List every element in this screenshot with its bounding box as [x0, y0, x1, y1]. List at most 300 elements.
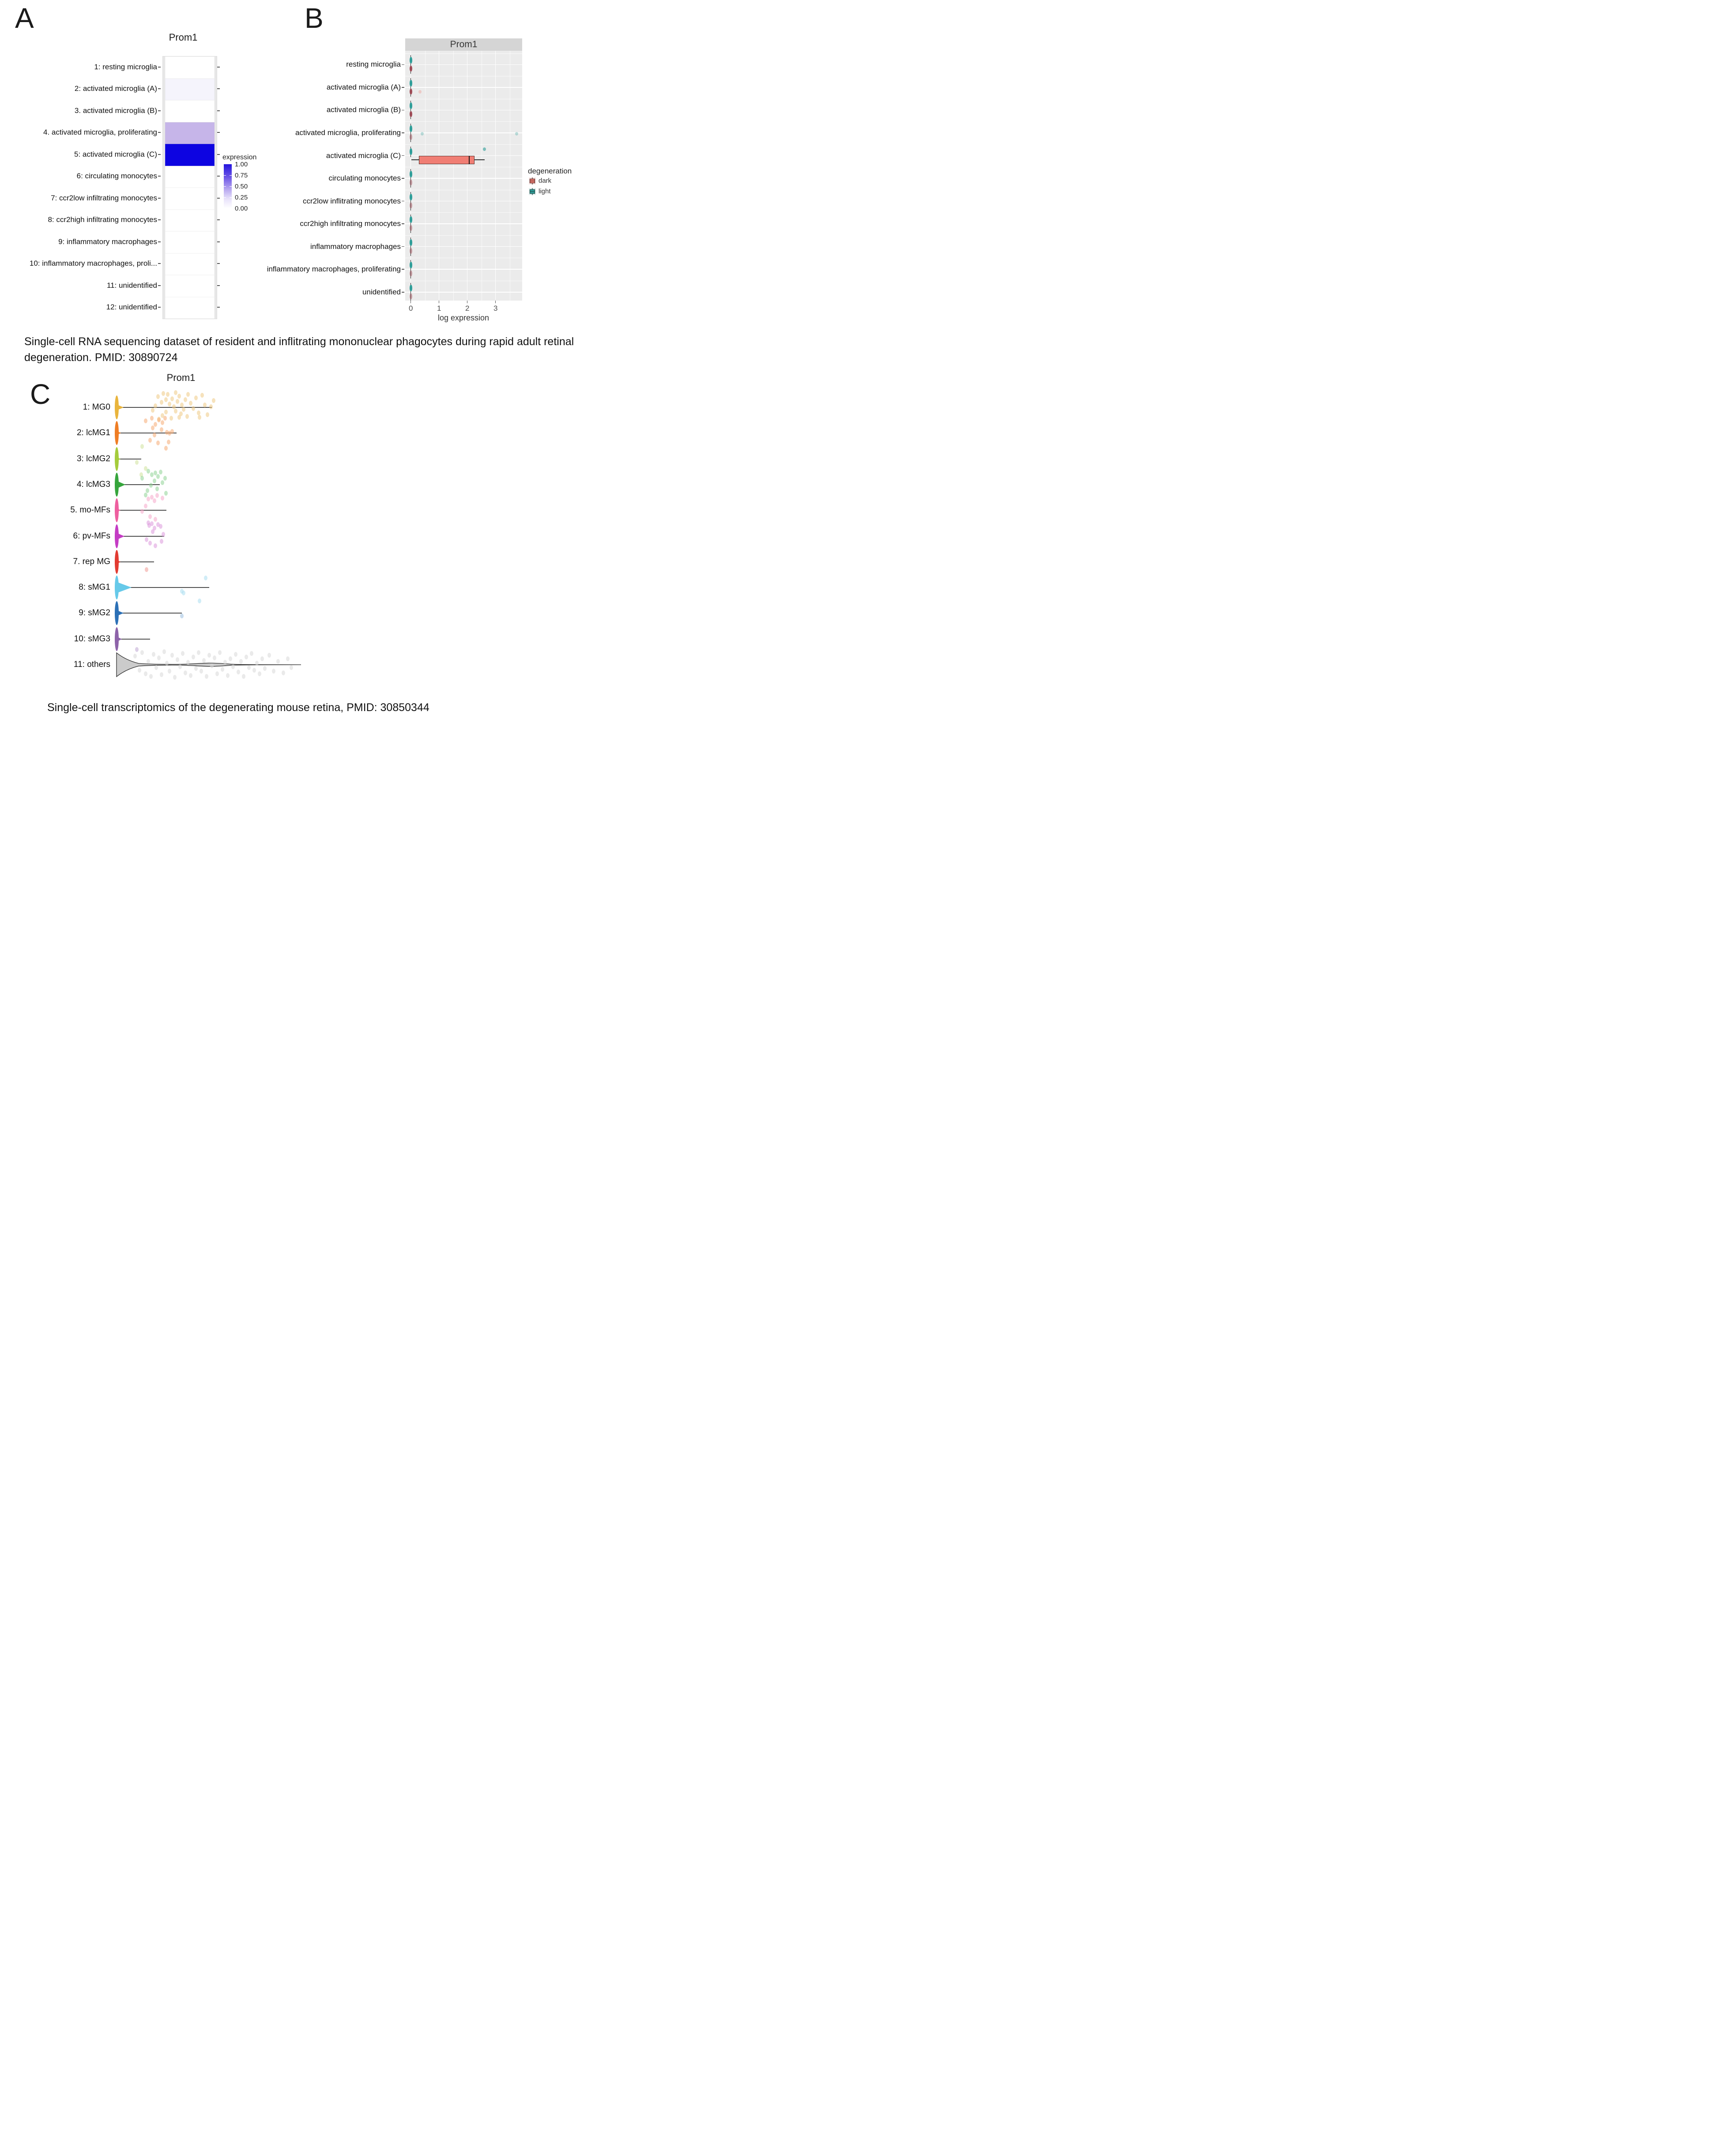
- violin-jitter-dot: [148, 438, 152, 443]
- h-minor-gridline: [405, 144, 522, 145]
- violin-row: [0, 523, 579, 549]
- violin-jitter-dot: [156, 394, 160, 399]
- heatmap-cell: [165, 144, 215, 166]
- violin-row: [0, 420, 579, 446]
- gradient-tick-mark: [230, 197, 232, 198]
- violin-row: [0, 472, 579, 497]
- dark-group-mini-box: [410, 294, 412, 299]
- violin-jitter-dot: [226, 673, 230, 678]
- violin-jitter-dot: [174, 409, 177, 414]
- axis-tick-left: [158, 132, 161, 133]
- axis-tick-right: [217, 176, 220, 177]
- violin-density-tip: [117, 560, 121, 564]
- violin-jitter-dot: [212, 398, 215, 403]
- heatmap-cell: [165, 275, 215, 297]
- x-axis-tick: [467, 301, 468, 303]
- panel-c-title: Prom1: [166, 372, 196, 383]
- gradient-tick-mark: [224, 175, 226, 176]
- heatmap-cell: [165, 79, 215, 101]
- violin-jitter-dot: [148, 541, 152, 546]
- violin-jitter-dot: [155, 486, 159, 491]
- violin-row-label: 2: lcMG1: [76, 428, 110, 438]
- gradient-tick-mark: [230, 175, 232, 176]
- axis-tick-right: [217, 198, 220, 199]
- violin-jitter-dot: [150, 521, 154, 526]
- violin-jitter-dot: [163, 416, 167, 421]
- box-iqr: [419, 156, 475, 164]
- violin-jitter-dot: [135, 647, 139, 652]
- dark-group-mini-box: [410, 180, 412, 185]
- x-axis-tick-label: 0: [408, 304, 413, 313]
- heatmap-right-margin-strip: [215, 56, 217, 319]
- violin-jitter-dot: [153, 498, 156, 503]
- violin-jitter-dot: [252, 668, 256, 673]
- violin-jitter-dot: [189, 401, 192, 406]
- violin-jitter-dot: [166, 392, 169, 397]
- light-group-mini-box: [410, 102, 413, 109]
- violin-jitter-dot: [159, 524, 162, 529]
- heatmap-row-label: 3. activated microglia (B): [74, 106, 157, 115]
- violin-jitter-dot: [145, 567, 148, 572]
- boxplot-row-label: circulating monocytes: [328, 174, 401, 183]
- boxplot-row-label: resting microglia: [346, 60, 401, 69]
- violin-jitter-dot: [282, 670, 285, 675]
- heatmap-row-label: 12: unidentified: [106, 303, 157, 312]
- violin-jitter-dot: [223, 660, 227, 665]
- violin-jitter-dot: [165, 661, 169, 666]
- axis-tick-left: [158, 176, 161, 177]
- panel-a-letter: A: [15, 2, 34, 34]
- v-minor-gridline: [453, 51, 454, 301]
- dark-group-mini-box: [410, 203, 412, 208]
- violin-jitter-dot: [133, 654, 137, 659]
- violin-row-label: 11: others: [73, 660, 110, 669]
- violin-jitter-dot: [176, 657, 179, 662]
- violin-jitter-dot: [198, 415, 201, 420]
- axis-tick: [402, 132, 404, 133]
- violin-jitter-dot: [144, 504, 147, 508]
- dark-group-mini-box: [410, 134, 412, 140]
- axis-tick-left: [158, 307, 161, 308]
- violin-jitter-dot: [206, 412, 209, 417]
- violin-jitter-dot: [135, 460, 139, 465]
- x-axis-tick-label: 1: [437, 304, 441, 313]
- violin-jitter-dot: [242, 674, 245, 679]
- violin-jitter-dot: [209, 404, 213, 409]
- violin-jitter-dot: [231, 664, 235, 669]
- panel-b-letter: B: [305, 2, 324, 34]
- violin-jitter-dot: [147, 659, 150, 664]
- x-axis-tick: [439, 301, 440, 303]
- violin-jitter-dot: [202, 658, 206, 663]
- violin-row-label: 6: pv-MFs: [73, 531, 110, 541]
- violin-jitter-dot: [154, 665, 158, 670]
- axis-tick-left: [158, 241, 161, 242]
- degeneration-legend-title: degeneration: [528, 167, 572, 175]
- boxplot-row-label: ccr2low inflitrating monocytes: [302, 196, 401, 205]
- violin-jitter-dot: [154, 517, 157, 522]
- violin-jitter-dot: [151, 408, 154, 413]
- violin-jitter-dot: [205, 674, 208, 679]
- violin-row-label: 4: lcMG3: [76, 479, 110, 489]
- boxplot-row-label: inflammatory macrophages: [310, 242, 401, 251]
- violin-jitter-dot: [286, 656, 290, 661]
- violin-jitter-dot: [213, 655, 216, 660]
- violin-jitter-dot: [186, 660, 190, 665]
- gradient-tick-mark: [224, 186, 226, 187]
- violin-jitter-dot: [159, 470, 162, 474]
- heatmap-row-label: 7: ccr2low infiltrating monocytes: [51, 193, 157, 202]
- x-axis-tick: [410, 301, 411, 303]
- light-group-mini-box: [410, 285, 413, 291]
- violin-row-label: 10: sMG3: [74, 634, 110, 644]
- violin-jitter-dot: [162, 391, 165, 396]
- light-group-mini-box: [410, 216, 413, 223]
- violin-jitter-dot: [260, 656, 264, 661]
- violin-jitter-dot: [156, 441, 160, 445]
- violin-jitter-dot: [181, 651, 185, 656]
- violin-jitter-dot: [162, 532, 165, 537]
- figure-canvas: [0, 0, 579, 717]
- v-minor-gridline: [425, 51, 426, 301]
- violin-jitter-dot: [161, 420, 164, 425]
- violin-jitter-dot: [164, 491, 168, 496]
- panel-b-plot-area: [405, 51, 522, 301]
- axis-tick: [402, 178, 404, 179]
- violin-jitter-dot: [170, 653, 174, 658]
- heatmap-cell: [165, 231, 215, 253]
- light-group-mini-box: [410, 125, 413, 132]
- expression-legend-tick-label: 0.75: [235, 172, 248, 179]
- violin-jitter-dot: [245, 655, 248, 659]
- heatmap-cell: [165, 297, 215, 319]
- violin-jitter-dot: [184, 670, 187, 675]
- boxplot-key-icon: [529, 177, 536, 185]
- violin-jitter-dot: [160, 427, 163, 432]
- violin-row: [0, 549, 579, 575]
- violin-jitter-dot: [221, 667, 224, 672]
- violin-jitter-dot: [147, 497, 150, 501]
- violin-jitter-dot: [180, 614, 184, 618]
- dark-group-mini-box: [410, 271, 412, 276]
- expression-legend-tick-label: 0.50: [235, 183, 248, 190]
- violin-jitter-dot: [154, 403, 157, 408]
- violin-jitter-dot: [151, 425, 154, 430]
- violin-jitter-dot: [247, 665, 251, 670]
- axis-tick-left: [158, 154, 161, 155]
- violin-row: [0, 497, 579, 523]
- h-major-gridline: [405, 246, 522, 247]
- violin-row-label: 5. mo-MFs: [70, 505, 110, 515]
- violin-jitter-dot: [149, 674, 153, 679]
- violin-jitter-dot: [290, 665, 293, 670]
- violin-jitter-dot: [174, 390, 177, 395]
- heatmap-row-label: 1: resting microglia: [94, 62, 157, 71]
- h-major-gridline: [405, 292, 522, 293]
- violin-jitter-dot: [176, 399, 179, 404]
- violin-whisker: [117, 613, 182, 614]
- violin-row: [0, 626, 579, 652]
- violin-jitter-dot: [250, 651, 253, 656]
- heatmap-row-label: 11: unidentified: [106, 281, 157, 290]
- axis-tick-right: [217, 110, 220, 111]
- violin-jitter-dot: [157, 655, 161, 660]
- x-axis-tick-label: 2: [465, 304, 470, 313]
- axis-tick: [402, 223, 404, 224]
- axis-tick: [402, 246, 404, 247]
- violin-jitter-dot: [144, 671, 147, 676]
- light-group-mini-box: [410, 80, 413, 87]
- violin-row-label: 1: MG0: [83, 403, 110, 412]
- axis-tick-right: [217, 154, 220, 155]
- violin-jitter-dot: [160, 672, 163, 677]
- dark-group-mini-box: [410, 89, 412, 94]
- h-major-gridline: [405, 223, 522, 224]
- expression-legend-tick-label: 0.00: [235, 205, 248, 212]
- x-axis-tick-label: 3: [493, 304, 498, 313]
- violin-jitter-dot: [168, 402, 171, 407]
- axis-tick-right: [217, 88, 220, 89]
- heatmap-cell: [165, 253, 215, 275]
- violin-jitter-dot: [170, 396, 174, 401]
- h-major-gridline: [405, 87, 522, 88]
- light-group-mini-box: [410, 148, 413, 155]
- violin-jitter-dot: [194, 666, 198, 671]
- dark-group-mini-box: [410, 248, 412, 254]
- h-minor-gridline: [405, 212, 522, 213]
- violin-jitter-dot: [263, 666, 267, 671]
- violin-jitter-dot: [229, 656, 232, 661]
- heatmap-row-label: 2: activated microglia (A): [74, 84, 157, 93]
- heatmap-row-label: 8: ccr2high infiltrating monocytes: [48, 215, 157, 224]
- heatmap-row-label: 4. activated microglia, proliferating: [43, 128, 157, 137]
- gradient-tick-mark: [230, 186, 232, 187]
- h-major-gridline: [405, 201, 522, 202]
- violin-jitter-dot: [177, 394, 181, 399]
- panel-a-heatmap: [162, 56, 217, 319]
- axis-tick-left: [158, 88, 161, 89]
- violin-jitter-dot: [200, 393, 204, 398]
- box-whisker-high: [474, 159, 484, 160]
- violin-jitter-dot: [200, 669, 203, 674]
- violin-jitter-dot: [156, 474, 160, 479]
- violin-jitter-dot: [276, 659, 280, 664]
- violin-jitter-dot: [164, 410, 168, 414]
- h-major-gridline: [405, 178, 522, 179]
- violin-jitter-dot: [150, 472, 154, 477]
- heatmap-cell: [165, 56, 215, 79]
- axis-tick: [402, 201, 404, 202]
- violin-row: [0, 600, 579, 626]
- violin-jitter-dot: [152, 652, 155, 657]
- boxplot-outlier-dot: [418, 90, 422, 94]
- light-group-mini-box: [410, 239, 413, 246]
- violin-row-label: 3: lcMG2: [76, 454, 110, 463]
- violin-density-tip: [117, 405, 124, 410]
- violin-jitter-dot: [192, 655, 195, 659]
- violin-jitter-dot: [185, 414, 189, 419]
- gradient-tick-mark: [224, 197, 226, 198]
- heatmap-row-label: 9: inflammatory macrophages: [58, 237, 157, 246]
- violin-jitter-dot: [169, 416, 173, 421]
- violin-jitter-dot: [168, 669, 171, 674]
- heatmap-row-label: 10: inflammatory macrophages, proli...: [29, 259, 157, 268]
- heatmap-cell: [165, 188, 215, 210]
- heatmap-cell: [165, 122, 215, 144]
- h-major-gridline: [405, 64, 522, 65]
- violin-whisker: [117, 639, 150, 640]
- heatmap-row-label: 5: activated microglia (C): [74, 150, 157, 158]
- violin-density-tip: [117, 533, 124, 539]
- violin-whisker: [117, 407, 212, 408]
- caption-dataset-2: Single-cell transcriptomics of the degenerating mouse retina, PMID: 30850344: [47, 701, 429, 714]
- heatmap-cell: [165, 100, 215, 122]
- violin-jitter-dot: [160, 539, 163, 544]
- x-axis-tick: [495, 301, 496, 303]
- h-major-gridline: [405, 269, 522, 270]
- boxplot-row-label: inflammatory macrophages, proliferating: [267, 265, 401, 274]
- heatmap-cell: [165, 210, 215, 232]
- axis-tick: [402, 64, 404, 65]
- axis-tick: [402, 292, 404, 293]
- boxplot-outlier-dot: [421, 132, 424, 136]
- axis-tick: [402, 155, 404, 156]
- violin-density-tip: [117, 457, 121, 461]
- axis-tick-right: [217, 67, 220, 68]
- violin-jitter-dot: [150, 416, 154, 421]
- violin-jitter-dot: [173, 675, 177, 680]
- violin-jitter-dot: [167, 440, 170, 444]
- boxplot-row-label: activated microglia, proliferating: [295, 128, 401, 137]
- light-group-mini-box: [410, 262, 413, 268]
- violin-jitter-dot: [258, 671, 261, 676]
- v-major-gridline: [495, 51, 496, 301]
- panel-b-x-axis-title: log expression: [437, 313, 490, 322]
- violin-row-label: 8: sMG1: [79, 583, 110, 592]
- violin-jitter-dot: [140, 444, 144, 449]
- violin-jitter-dot: [151, 529, 154, 534]
- violin-jitter-dot: [189, 673, 192, 678]
- light-group-mini-box: [410, 57, 413, 64]
- violin-density-tip: [117, 508, 121, 512]
- axis-tick: [402, 87, 404, 88]
- violin-jitter-dot: [163, 476, 167, 481]
- heatmap-cell: [165, 166, 215, 188]
- boxplot-row-label: activated microglia (A): [326, 83, 401, 91]
- violin-row: [0, 652, 579, 678]
- violin-jitter-dot: [144, 418, 147, 423]
- violin-jitter-dot: [154, 543, 157, 548]
- violin-jitter-dot: [140, 509, 144, 514]
- axis-tick-left: [158, 67, 161, 68]
- dark-group-mini-box: [410, 225, 412, 231]
- violin-jitter-dot: [157, 418, 161, 422]
- violin-jitter-dot: [255, 661, 259, 666]
- expression-legend-title: expression: [222, 154, 257, 161]
- panel-b-facet-strip: Prom1: [405, 38, 522, 51]
- violin-jitter-dot: [145, 537, 148, 542]
- degeneration-legend-item-label: light: [538, 188, 551, 195]
- violin-jitter-dot: [237, 670, 240, 674]
- axis-tick-right: [217, 219, 220, 220]
- violin-jitter-dot: [147, 469, 150, 474]
- violin-jitter-dot: [177, 415, 181, 420]
- violin-jitter-dot: [272, 669, 275, 674]
- violin-density-tip: [117, 637, 122, 641]
- violin-jitter-dot: [215, 671, 219, 676]
- boxplot-row-label: activated microglia (C): [326, 151, 401, 160]
- axis-tick-left: [158, 198, 161, 199]
- h-minor-gridline: [405, 53, 522, 54]
- violin-jitter-dot: [210, 663, 214, 668]
- degeneration-legend-item-label: dark: [538, 177, 552, 185]
- violin-density-tip: [117, 610, 124, 616]
- violin-jitter-dot: [182, 407, 185, 412]
- violin-jitter-dot: [267, 653, 271, 658]
- violin-row-label: 7. rep MG: [73, 557, 110, 566]
- violin-jitter-dot: [197, 650, 200, 655]
- violin-jitter-dot: [192, 406, 195, 411]
- boxplot-outlier-dot: [483, 147, 486, 151]
- violin-jitter-dot: [149, 483, 153, 488]
- boxplot-outlier-dot: [515, 132, 518, 136]
- light-group-mini-box: [410, 194, 413, 200]
- violin-density-tip: [117, 431, 121, 435]
- violin-jitter-dot: [197, 410, 200, 415]
- violin-jitter-dot: [178, 664, 182, 669]
- violin-jitter-dot: [154, 422, 157, 427]
- violin-jitter-dot: [170, 429, 174, 434]
- violin-row: [0, 575, 579, 600]
- violin-jitter-dot: [140, 476, 144, 481]
- violin-jitter-dot: [148, 514, 152, 519]
- violin-jitter-dot: [172, 404, 176, 409]
- violin-jitter-dot: [161, 496, 164, 501]
- expression-legend-tick-label: 0.25: [235, 194, 248, 201]
- violin-jitter-dot: [147, 520, 150, 525]
- violin-jitter-dot: [186, 392, 190, 397]
- h-major-gridline: [405, 110, 522, 111]
- violin-jitter-dot: [239, 659, 243, 664]
- violin-jitter-dot: [162, 649, 166, 654]
- light-group-mini-box: [410, 171, 413, 177]
- axis-tick-left: [158, 263, 161, 264]
- boxplot-key-icon: [529, 188, 536, 195]
- axis-tick-right: [217, 285, 220, 286]
- panel-c-letter: C: [30, 378, 51, 410]
- axis-tick-right: [217, 263, 220, 264]
- caption-dataset-1: Single-cell RNA sequencing dataset of resident and inflitrating mononuclear phagocytes during rapid adult retinal degeneration. PMID: 30890724: [24, 335, 574, 364]
- violin-jitter-dot: [194, 395, 198, 400]
- violin-jitter-dot: [203, 403, 207, 407]
- violin-jitter-dot: [184, 397, 187, 402]
- v-major-gridline: [439, 51, 440, 301]
- axis-tick-left: [158, 110, 161, 111]
- boxplot-row-label: unidentified: [362, 287, 401, 296]
- violin-jitter-dot: [153, 478, 156, 483]
- axis-tick-right: [217, 307, 220, 308]
- box-whisker-low: [411, 159, 419, 160]
- violin-density-tip: [117, 481, 125, 488]
- violin-jitter-dot: [160, 400, 163, 405]
- violin-row: [0, 395, 579, 420]
- axis-tick: [402, 110, 404, 111]
- axis-tick: [402, 269, 404, 270]
- violin-whisker: [117, 561, 154, 562]
- expression-legend-tick-label: 1.00: [235, 161, 248, 168]
- violin-jitter-dot: [164, 397, 168, 402]
- violin-jitter-dot: [155, 493, 159, 498]
